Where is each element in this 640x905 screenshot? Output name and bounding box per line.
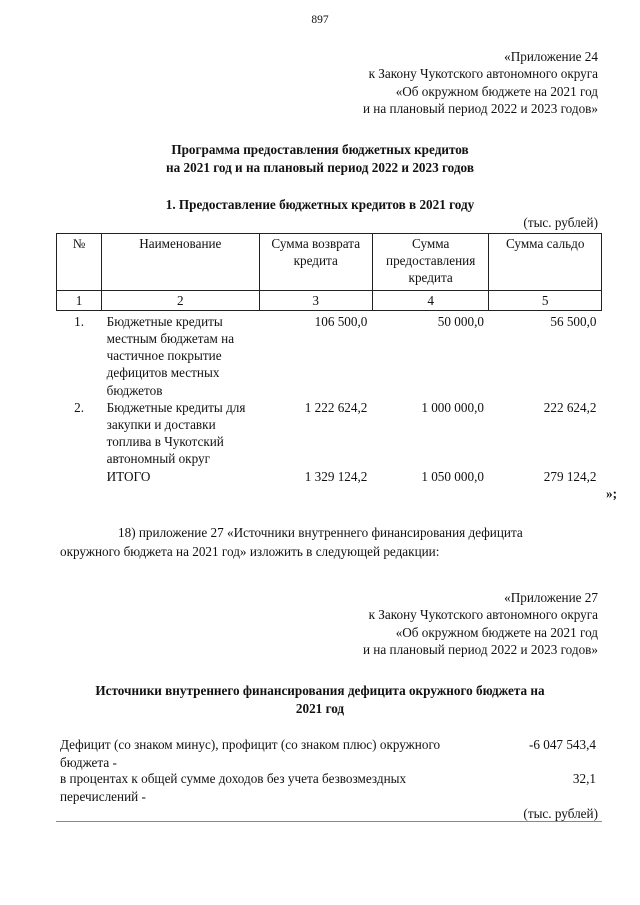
paragraph-line: 18) приложение 27 «Источники внутреннего финансирования дефицита (118, 525, 523, 540)
total-saldo: 279 124,2 (543, 468, 597, 484)
table-header-row (57, 234, 602, 291)
appendix-27-line: «Приложение 27 (504, 590, 598, 605)
row-number: 2. (74, 399, 84, 415)
row-name: Бюджетные кредиты местным бюджетам на частичное покрытие дефицитов местных бюджетов (106, 313, 235, 398)
index-cell: 2 (102, 290, 259, 310)
sources-unit-label: (тыс. рублей) (523, 806, 598, 821)
appendix-24-line: «Об окружном бюджете на 2021 год (395, 83, 598, 99)
deficit-value: -6 047 543,4 (528, 737, 596, 752)
header-name: Наименование (102, 234, 259, 291)
row-provide: 50 000,0 (437, 313, 484, 329)
row-number: 1. (74, 313, 84, 329)
table-total-row (57, 468, 602, 485)
closing-quote: »; (606, 486, 617, 501)
deficit-line (60, 736, 608, 771)
percent-line (60, 770, 608, 805)
credits-table (56, 233, 602, 485)
section-title: 1. Предоставление бюджетных кредитов в 2021 году (165, 197, 475, 212)
index-cell: 1 (57, 290, 102, 310)
header-number: № (57, 234, 102, 291)
unit-label: (тыс. рублей) (523, 215, 598, 230)
appendix-24-header (363, 48, 598, 117)
appendix-24-line: к Закону Чукотского автономного округа (368, 66, 598, 82)
appendix-27-line: к Закону Чукотского автономного округа (368, 607, 598, 623)
appendix-27-line: «Об окружном бюджете на 2021 год (395, 624, 598, 640)
row-saldo: 222 624,2 (543, 399, 597, 415)
row-saldo: 56 500,0 (550, 313, 597, 329)
row-return: 1 222 624,2 (304, 399, 368, 415)
index-cell: 4 (372, 290, 489, 310)
sources-title-line: 2021 год (295, 700, 345, 716)
header-return: Сумма возврата кредита (259, 234, 372, 291)
total-label: ИТОГО (106, 468, 151, 484)
row-return: 106 500,0 (314, 313, 368, 329)
percent-value: 32,1 (572, 771, 596, 786)
sources-title (0, 682, 640, 717)
appendix-24-line: «Приложение 24 (504, 49, 598, 64)
row-provide: 1 000 000,0 (421, 399, 484, 415)
appendix-27-header (363, 589, 598, 658)
appendix-24-line: и на плановый период 2022 и 2023 годов» (362, 100, 598, 116)
program-title-line: на 2021 год и на плановый период 2022 и 2023 годов (166, 159, 474, 175)
divider (56, 821, 602, 822)
table-row (57, 310, 602, 399)
program-title (0, 141, 640, 176)
paragraph-line: окружного бюджета на 2021 год» изложить в следующей редакции: (60, 544, 440, 559)
sources-title-line: Источники внутреннего финансирования дефицита окружного бюджета на (95, 683, 545, 698)
table-index-row (57, 290, 602, 310)
total-provide: 1 050 000,0 (421, 468, 484, 484)
header-saldo: Сумма сальдо (489, 234, 602, 291)
index-cell: 3 (259, 290, 372, 310)
program-title-line: Программа предоставления бюджетных кредитов (171, 142, 469, 157)
index-cell: 5 (489, 290, 602, 310)
deficit-label: Дефицит (со знаком минус), профицит (со знаком плюс) окружного бюджета - (60, 737, 441, 770)
appendix-27-line: и на плановый период 2022 и 2023 годов» (362, 641, 598, 657)
header-provide: Сумма предоставления кредита (372, 234, 489, 291)
total-return: 1 329 124,2 (304, 468, 368, 484)
page-number: 897 (311, 14, 329, 26)
table-row (57, 399, 602, 468)
amendment-paragraph (60, 523, 608, 561)
percent-label: в процентах к общей сумме доходов без учета безвозмездных перечислений - (60, 771, 407, 804)
row-name: Бюджетные кредиты для закупки и доставки топлива в Чукотский автономный округ (106, 399, 246, 467)
